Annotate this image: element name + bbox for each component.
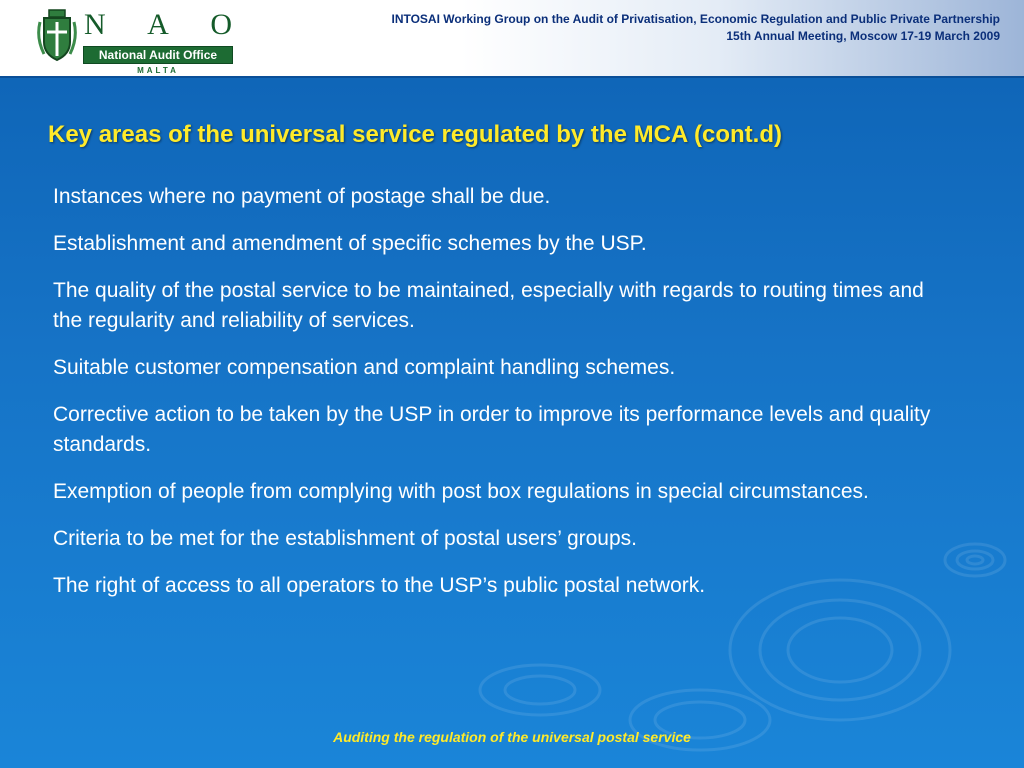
- list-item: Establishment and amendment of specific schemes by the USP.: [53, 232, 647, 255]
- list-item: Instances where no payment of postage shall be due.: [53, 185, 551, 208]
- logo-letter: A: [147, 8, 171, 41]
- logo-name: National Audit Office: [83, 46, 233, 64]
- slide-title: Key areas of the universal service regulated by the MCA (cont.d): [48, 121, 782, 148]
- list-item: Criteria to be met for the establishment of postal users’ groups.: [53, 527, 638, 550]
- header-bar: [0, 0, 1024, 78]
- logo-letter: O: [210, 8, 234, 41]
- list-item: Suitable customer compensation and complaint handling schemes.: [53, 356, 676, 379]
- key-areas-list: [53, 182, 953, 618]
- conference-title: INTOSAI Working Group on the Audit of Privatisation, Economic Regulation and Public Private Partnership: [391, 12, 1000, 26]
- coat-of-arms-icon: [36, 8, 78, 64]
- conference-date: 15th Annual Meeting, Moscow 17-19 March 2009: [726, 29, 1000, 43]
- logo-letters: [84, 8, 234, 42]
- slide-footer: Auditing the regulation of the universal postal service: [333, 729, 691, 745]
- nao-logo: [36, 6, 236, 74]
- list-item: The right of access to all operators to the USP’s public postal network.: [53, 574, 706, 597]
- list-item: The quality of the postal service to be maintained, especially with regards to routing times and the regularity and reliability of services.: [53, 279, 924, 332]
- conference-info: [391, 11, 1000, 45]
- logo-letter: N: [84, 8, 108, 41]
- list-item: Corrective action to be taken by the USP in order to improve its performance levels and quality standards.: [53, 403, 931, 456]
- logo-country: MALTA: [137, 66, 179, 75]
- list-item: Exemption of people from complying with post box regulations in special circumstances.: [53, 480, 869, 503]
